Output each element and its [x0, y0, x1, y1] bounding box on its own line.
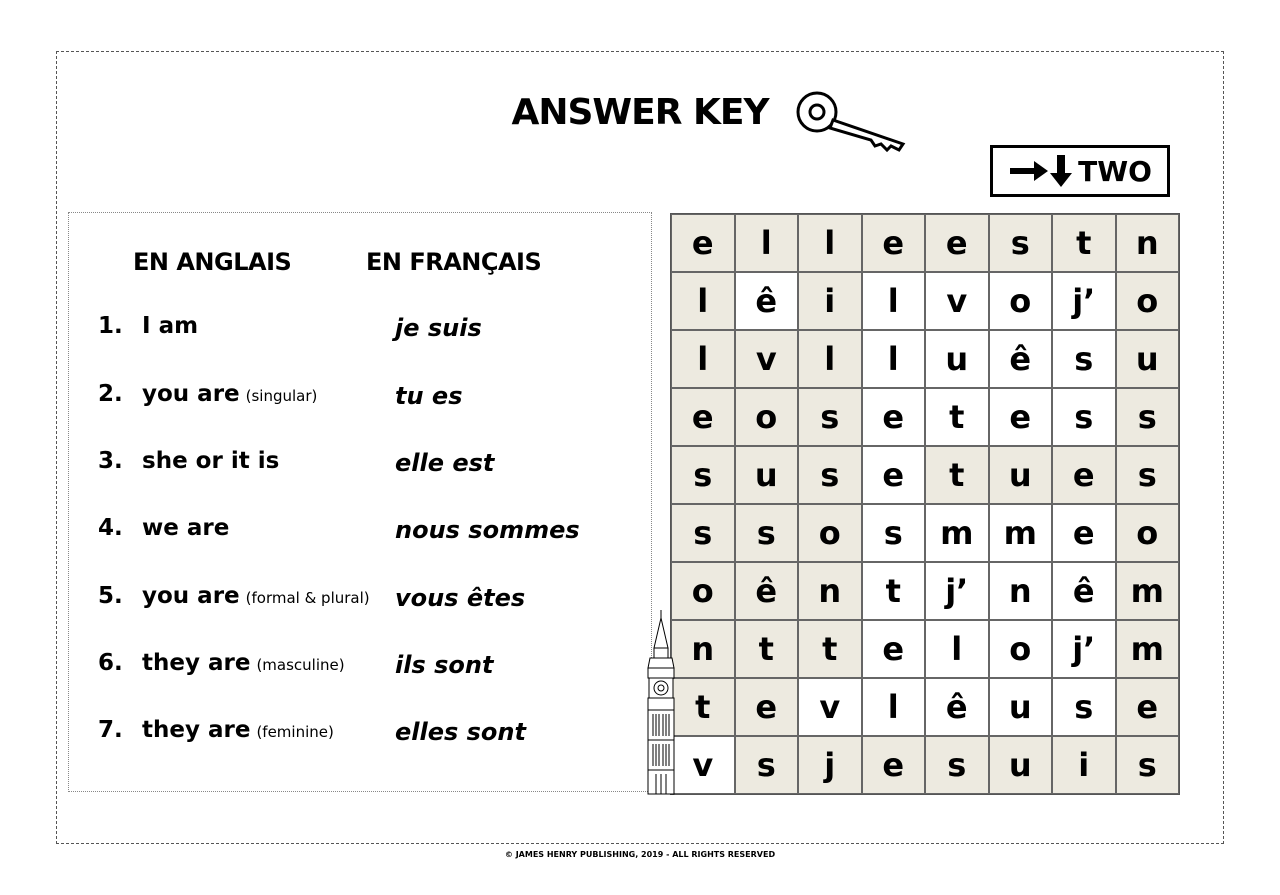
- grid-cell: e: [862, 736, 926, 794]
- grid-cell: t: [862, 562, 926, 620]
- grid-cell: s: [671, 446, 735, 504]
- grid-cell: s: [671, 504, 735, 562]
- grid-cell: l: [862, 330, 926, 388]
- grid-cell: o: [989, 620, 1053, 678]
- grid-cell: o: [735, 388, 799, 446]
- english-phrase: they are: [142, 650, 251, 676]
- phrase-note: (feminine): [256, 723, 334, 741]
- grid-cell: m: [925, 504, 989, 562]
- french-answer: elles sont: [395, 718, 526, 746]
- vocab-row: [98, 515, 229, 549]
- grid-cell: e: [862, 388, 926, 446]
- vocab-row: [98, 650, 345, 684]
- grid-cell: l: [671, 330, 735, 388]
- grid-cell: o: [798, 504, 862, 562]
- item-number: 7.: [98, 717, 123, 743]
- grid-cell: e: [671, 214, 735, 272]
- grid-cell: n: [1116, 214, 1180, 272]
- grid-cell: n: [798, 562, 862, 620]
- grid-cell: e: [735, 678, 799, 736]
- grid-cell: ê: [735, 272, 799, 330]
- item-number: 2.: [98, 381, 123, 407]
- grid-cell: s: [735, 504, 799, 562]
- grid-cell: j’: [925, 562, 989, 620]
- direction-badge: [990, 145, 1170, 197]
- grid-cell: t: [1052, 214, 1116, 272]
- english-phrase: we are: [142, 515, 230, 541]
- grid-cell: i: [798, 272, 862, 330]
- vocabulary-panel: [68, 212, 652, 792]
- key-icon: [795, 88, 907, 154]
- french-answer: vous êtes: [395, 584, 526, 612]
- english-phrase: she or it is: [142, 448, 280, 474]
- grid-cell: o: [671, 562, 735, 620]
- english-phrase: you are: [142, 381, 240, 407]
- grid-cell: ê: [989, 330, 1053, 388]
- grid-cell: s: [1116, 446, 1180, 504]
- french-answer: nous sommes: [395, 516, 580, 544]
- grid-cell: s: [925, 736, 989, 794]
- header-english: EN ANGLAIS: [133, 248, 292, 276]
- grid-cell: u: [1116, 330, 1180, 388]
- grid-cell: j’: [1052, 272, 1116, 330]
- grid-cell: e: [1052, 446, 1116, 504]
- grid-cell: l: [862, 678, 926, 736]
- vocab-row: [98, 583, 370, 617]
- vocab-row: [98, 381, 317, 415]
- grid-cell: s: [862, 504, 926, 562]
- grid-cell: ê: [1052, 562, 1116, 620]
- grid-cell: s: [798, 388, 862, 446]
- grid-cell: u: [925, 330, 989, 388]
- grid-cell: s: [989, 214, 1053, 272]
- grid-cell: n: [671, 620, 735, 678]
- grid-cell: e: [862, 446, 926, 504]
- grid-cell: v: [798, 678, 862, 736]
- grid-cell: s: [1116, 736, 1180, 794]
- grid-cell: t: [735, 620, 799, 678]
- grid-cell: e: [989, 388, 1053, 446]
- item-number: 3.: [98, 448, 123, 474]
- grid-cell: o: [1116, 272, 1180, 330]
- item-number: 4.: [98, 515, 123, 541]
- french-answer: je suis: [395, 314, 482, 342]
- grid-cell: j’: [1052, 620, 1116, 678]
- english-phrase: you are: [142, 583, 240, 609]
- grid-cell: t: [671, 678, 735, 736]
- grid-cell: e: [925, 214, 989, 272]
- big-ben-icon: [644, 610, 678, 795]
- grid-cell: t: [798, 620, 862, 678]
- grid-cell: l: [735, 214, 799, 272]
- grid-cell: o: [989, 272, 1053, 330]
- grid-cell: s: [735, 736, 799, 794]
- vocab-row: [98, 448, 279, 482]
- english-phrase: I am: [142, 313, 199, 339]
- phrase-note: (singular): [245, 387, 318, 405]
- vocab-row: [98, 313, 198, 347]
- grid-cell: e: [862, 214, 926, 272]
- grid-cell: u: [989, 446, 1053, 504]
- word-search-grid: [670, 213, 1180, 795]
- direction-label: TWO: [1078, 154, 1152, 188]
- french-answer: ils sont: [395, 651, 494, 679]
- item-number: 6.: [98, 650, 123, 676]
- grid-cell: m: [1116, 562, 1180, 620]
- grid-cell: v: [735, 330, 799, 388]
- grid-cell: s: [1116, 388, 1180, 446]
- grid-cell: s: [1052, 330, 1116, 388]
- vocab-row: [98, 717, 334, 751]
- english-phrase: they are: [142, 717, 251, 743]
- grid-cell: m: [1116, 620, 1180, 678]
- grid-cell: u: [989, 736, 1053, 794]
- grid-cell: l: [862, 272, 926, 330]
- grid-cell: s: [1052, 678, 1116, 736]
- grid-cell: l: [925, 620, 989, 678]
- grid-cell: e: [862, 620, 926, 678]
- header-french: EN FRANÇAIS: [366, 248, 542, 276]
- arrow-right-down-icon: [1008, 153, 1074, 189]
- grid-cell: s: [1052, 388, 1116, 446]
- grid-cell: t: [925, 446, 989, 504]
- grid-cell: u: [735, 446, 799, 504]
- french-answer: tu es: [395, 382, 463, 410]
- copyright-footer: © JAMES HENRY PUBLISHING, 2019 - ALL RIGHTS RESERVED: [504, 850, 776, 859]
- grid-cell: o: [1116, 504, 1180, 562]
- grid-cell: v: [671, 736, 735, 794]
- grid-cell: e: [671, 388, 735, 446]
- grid-cell: i: [1052, 736, 1116, 794]
- grid-cell: e: [1116, 678, 1180, 736]
- french-answer: elle est: [395, 449, 495, 477]
- item-number: 5.: [98, 583, 123, 609]
- item-number: 1.: [98, 313, 123, 339]
- page-title: ANSWER KEY: [511, 92, 769, 133]
- grid-cell: n: [989, 562, 1053, 620]
- grid-cell: l: [798, 330, 862, 388]
- grid-cell: s: [798, 446, 862, 504]
- phrase-note: (masculine): [256, 656, 345, 674]
- grid-cell: l: [671, 272, 735, 330]
- grid-cell: ê: [925, 678, 989, 736]
- grid-cell: u: [989, 678, 1053, 736]
- phrase-note: (formal & plural): [245, 589, 370, 607]
- grid-cell: e: [1052, 504, 1116, 562]
- grid-cell: t: [925, 388, 989, 446]
- grid-cell: m: [989, 504, 1053, 562]
- grid-cell: j: [798, 736, 862, 794]
- grid-cell: ê: [735, 562, 799, 620]
- grid-cell: v: [925, 272, 989, 330]
- grid-cell: l: [798, 214, 862, 272]
